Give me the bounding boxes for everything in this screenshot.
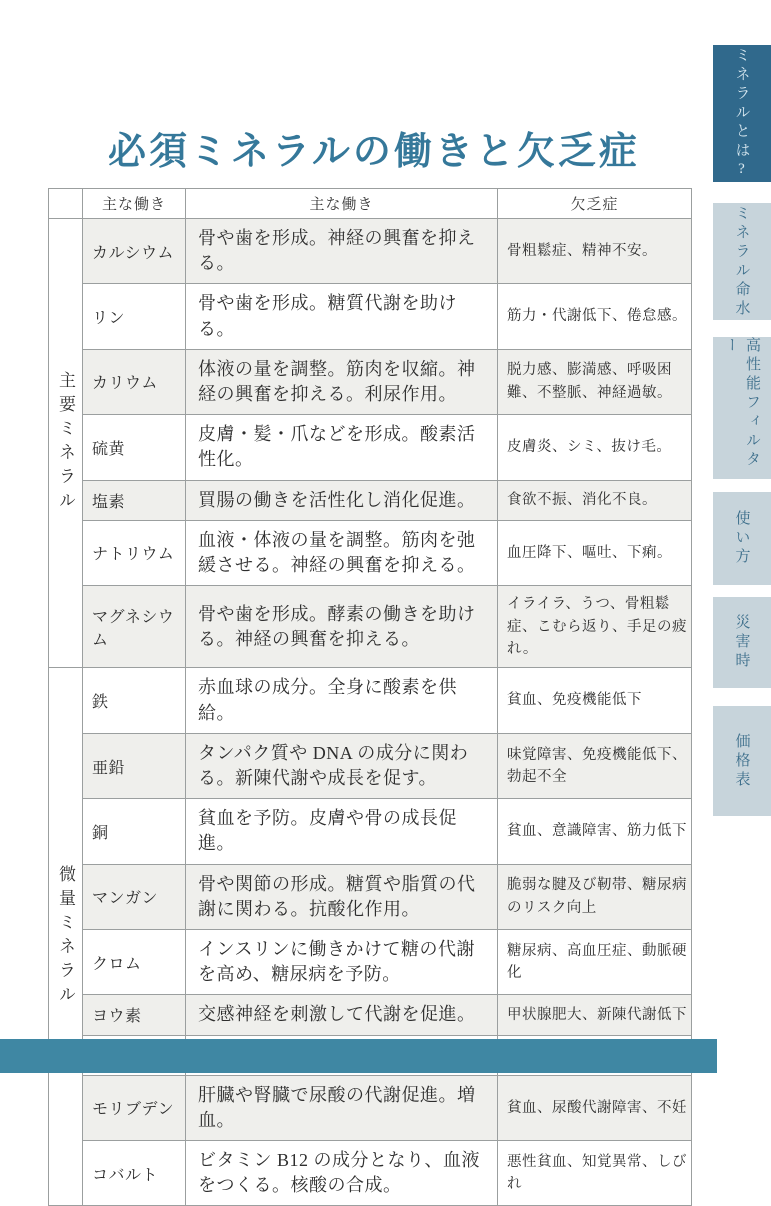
cell-function: 骨や歯を形成。糖質代謝を助ける。 [186,284,498,349]
cell-mineral: ヨウ素 [83,995,186,1035]
cell-deficiency: 貧血、免疫機能低下 [498,668,692,733]
cell-mineral: マグネシウム [83,586,186,668]
cell-function: ビタミン B12 の成分となり、血液をつくる。核酸の合成。 [186,1141,498,1206]
cell-mineral: 亜鉛 [83,733,186,798]
page-title: 必須ミネラルの働きと欠乏症 [108,131,640,173]
side-nav [713,0,771,1080]
cell-function: 交感神経を刺激して代謝を促進。 [186,995,498,1035]
footer-accent-bar [0,1039,717,1073]
cell-deficiency: 悪性貧血、知覚異常、しびれ [498,1141,692,1206]
table-row [49,799,692,864]
cell-function: タンパク質や DNA の成分に関わる。新陳代謝や成長を促す。 [186,733,498,798]
cell-function: 血液・体液の量を調整。筋肉を弛緩させる。神経の興奮を抑える。 [186,520,498,585]
table-row [49,995,692,1035]
cell-mineral: カルシウム [83,219,186,284]
cell-deficiency: イライラ、うつ、骨粗鬆症、こむら返り、手足の疲れ。 [498,586,692,668]
table-row [49,864,692,929]
table-row [49,668,692,733]
cell-deficiency: 糖尿病、高血圧症、動脈硬化 [498,929,692,994]
table-row [49,929,692,994]
cell-mineral: コバルト [83,1141,186,1206]
header-mineral: 主な働き [83,189,186,219]
cell-deficiency: 脆弱な腱及び靭帯、糖尿病のリスク向上 [498,864,692,929]
cell-deficiency: 皮膚炎、シミ、抜け毛。 [498,415,692,480]
cell-deficiency: 骨粗鬆症、精神不安。 [498,219,692,284]
cell-mineral: モリブデン [83,1075,186,1140]
sidebar-tab-5[interactable]: 価格表 [713,706,771,816]
table-header-row [49,189,692,219]
cell-function: 骨や歯を形成。酵素の働きを助ける。神経の興奮を抑える。 [186,586,498,668]
cell-deficiency: 食欲不振、消化不良。 [498,480,692,520]
header-deficiency: 欠乏症 [498,189,692,219]
cell-mineral: 鉄 [83,668,186,733]
table-row [49,415,692,480]
cell-mineral: 硫黄 [83,415,186,480]
cell-function: 貧血を予防。皮膚や骨の成長促進。 [186,799,498,864]
cell-mineral: 銅 [83,799,186,864]
sidebar-tab-3[interactable]: 使い方 [713,492,771,585]
table-row [49,1141,692,1206]
sidebar-tab-1[interactable]: ミネラル命水 [713,203,771,320]
sidebar-tab-4[interactable]: 災害時 [713,597,771,688]
table-row [49,349,692,414]
cell-mineral: 塩素 [83,480,186,520]
cell-function: 骨や関節の形成。糖質や脂質の代謝に関わる。抗酸化作用。 [186,864,498,929]
cell-mineral: クロム [83,929,186,994]
cell-mineral: カリウム [83,349,186,414]
sidebar-tab-0[interactable]: ミネラルとは? [713,45,771,182]
table-row [49,733,692,798]
cell-function: 買腸の働きを活性化し消化促進。 [186,480,498,520]
cell-function: 赤血球の成分。全身に酸素を供給。 [186,668,498,733]
group-label-0: 主要ミネラル [49,219,83,668]
cell-deficiency: 脱力感、膨満感、呼吸困難、不整脈、神経過敏。 [498,349,692,414]
sidebar-tab-2[interactable]: 高性能フィルター [713,337,771,479]
cell-function: 体液の量を調整。筋肉を収縮。神経の興奮を抑える。利尿作用。 [186,349,498,414]
header-corner-cell [49,189,83,219]
cell-mineral: リン [83,284,186,349]
cell-function: 肝臓や腎臓で尿酸の代謝促進。増血。 [186,1075,498,1140]
header-function: 主な働き [186,189,498,219]
cell-function: 皮膚・髪・爪などを形成。酸素活性化。 [186,415,498,480]
table-row [49,1075,692,1140]
cell-deficiency: 貧血、意識障害、筋力低下 [498,799,692,864]
cell-deficiency: 甲状腺肥大、新陳代謝低下 [498,995,692,1035]
table-row [49,284,692,349]
cell-deficiency: 味覚障害、免疫機能低下、勃起不全 [498,733,692,798]
cell-deficiency: 筋力・代謝低下、倦怠感。 [498,284,692,349]
cell-deficiency: 貧血、尿酸代謝障害、不妊 [498,1075,692,1140]
table-row [49,520,692,585]
cell-function: インスリンに働きかけて糖の代謝を高め、糖尿病を予防。 [186,929,498,994]
table-row [49,219,692,284]
cell-mineral: マンガン [83,864,186,929]
group-label-1: 微量ミネラル [49,668,83,1206]
cell-mineral: ナトリウム [83,520,186,585]
cell-deficiency: 血圧降下、嘔吐、下痢。 [498,520,692,585]
table-row [49,586,692,668]
table-row [49,480,692,520]
cell-function: 骨や歯を形成。神経の興奮を抑える。 [186,219,498,284]
